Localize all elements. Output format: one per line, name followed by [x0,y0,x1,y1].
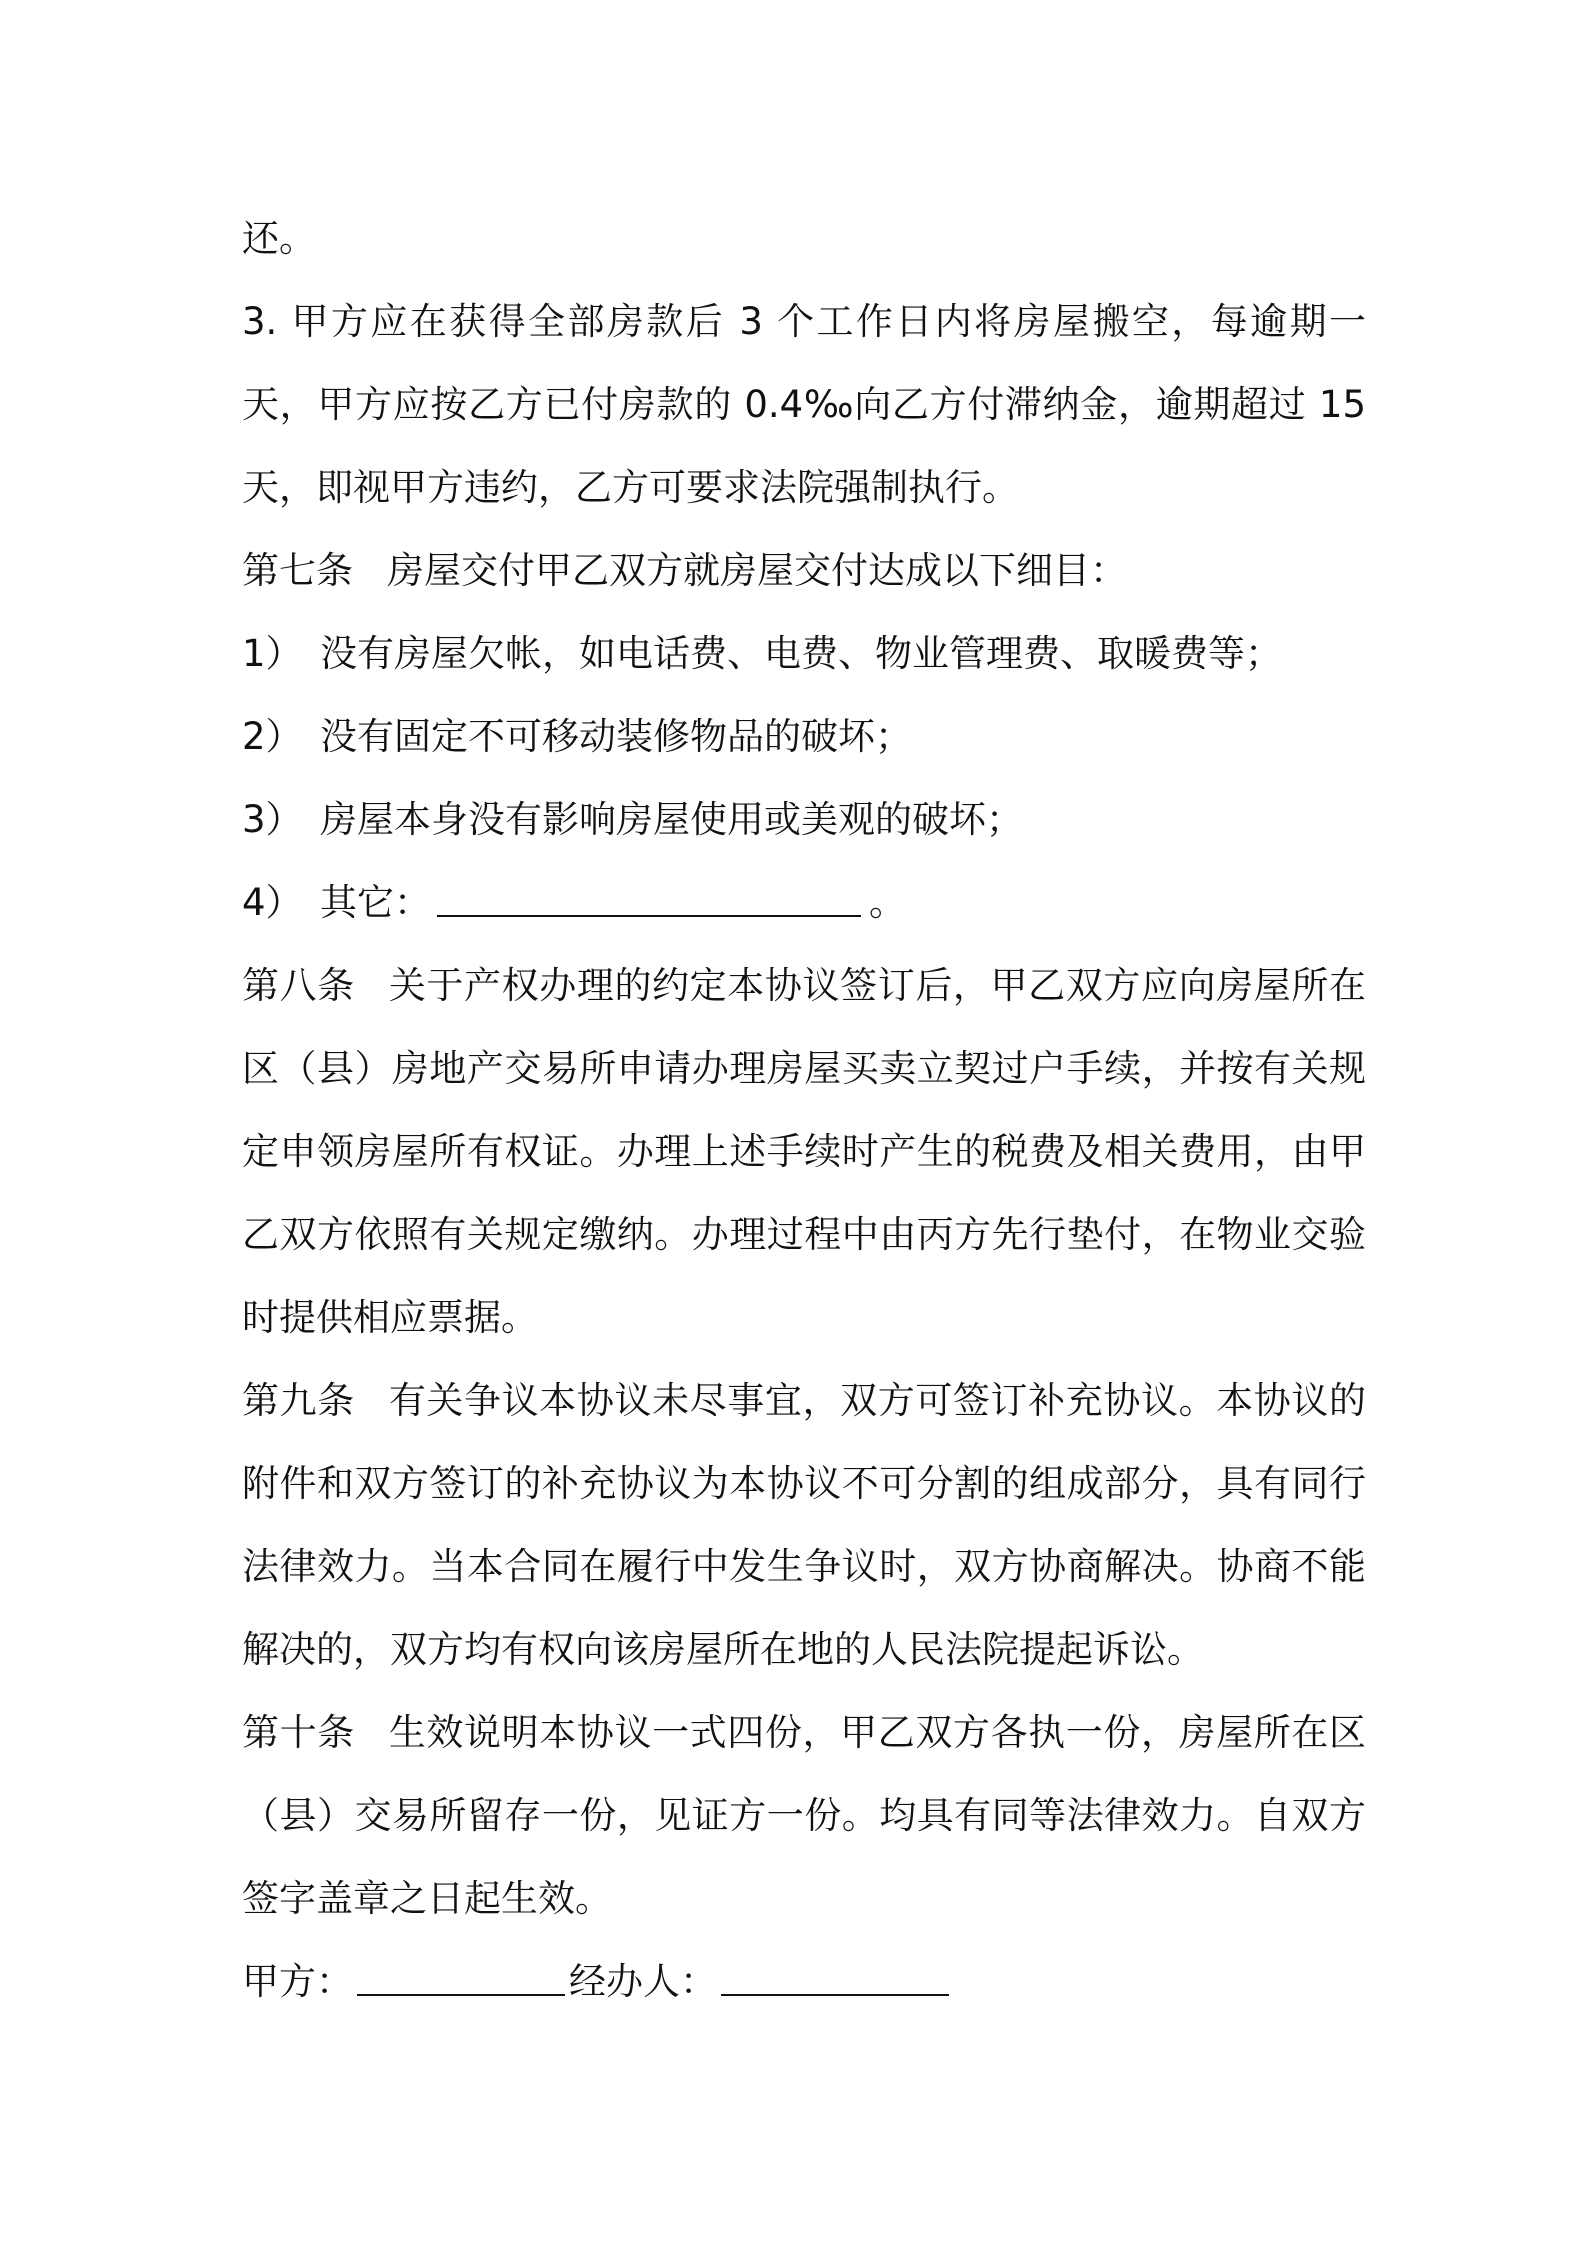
article-7 [242,529,1366,612]
list-item-number: 2） [242,715,303,758]
list-item-text: 房屋本身没有影响房屋使用或美观的破坏； [320,798,1023,841]
list-item [242,612,1366,695]
article-8 [242,944,1366,1359]
list-item-number: 1） [242,632,303,675]
article-9-label: 第九条 [242,1379,355,1422]
article-8-text: 关于产权办理的约定本协议签订后，甲乙双方应向房屋所在区（县）房地产交易所申请办理房屋买卖立契过户手续，并按有关规定申领房屋所有权证。办理上述手续时产生的税费及相关费用，由甲乙双方依照有关规定缴纳。办理过程中由丙方先行垫付，在物业交验时提供相应票据。 [242,964,1367,1339]
article-7-label: 第七条 [242,549,353,592]
party-a-signature-blank[interactable] [357,1964,565,1996]
list-item-suffix: 。 [869,881,906,924]
list-item-text: 没有固定不可移动装修物品的破坏； [320,715,912,758]
party-a-label: 甲方： [242,1960,353,2003]
list-item [242,695,1366,778]
article-10-text: 生效说明本协议一式四份，甲乙双方各执一份，房屋所在区（县）交易所留存一份，见证方一份。均具有同等法律效力。自双方签字盖章之日起生效。 [242,1711,1367,1920]
paragraph-continued: 还。 [242,217,316,260]
article-8-label: 第八条 [242,964,355,1007]
list-item-number: 3） [242,798,303,841]
article-7-text: 房屋交付甲乙双方就房屋交付达成以下细目： [387,549,1127,592]
article-10-label: 第十条 [242,1711,355,1754]
article-9-text: 有关争议本协议未尽事宜，双方可签订补充协议。本协议的附件和双方签订的补充协议为本协议不可分割的组成部分，具有同行法律效力。当本合同在履行中发生争议时，双方协商解决。协商不能解决的，双方均有权向该房屋所在地的人民法院提起诉讼。 [242,1379,1367,1671]
agent-label: 经办人： [569,1960,717,2003]
article-9 [242,1359,1366,1691]
agent-signature-blank[interactable] [721,1964,949,1996]
fill-in-blank-other[interactable] [437,885,861,917]
list-item [242,778,1366,861]
list-item-number: 4） [242,881,303,924]
signature-line [242,1940,1366,2023]
article-10 [242,1691,1366,1940]
list-item [242,861,1366,944]
paragraph-clause-3: 3. 甲方应在获得全部房款后 3 个工作日内将房屋搬空，每逾期一天，甲方应按乙方已付房款的 0.4‰向乙方付滞纳金，逾期超过 15 天，即视甲方违约，乙方可要求法院强制执行。 [242,300,1366,509]
list-item-text: 其它： [320,881,431,924]
list-item-text: 没有房屋欠帐，如电话费、电费、物业管理费、取暖费等； [320,632,1282,675]
document-body [242,197,1366,2023]
